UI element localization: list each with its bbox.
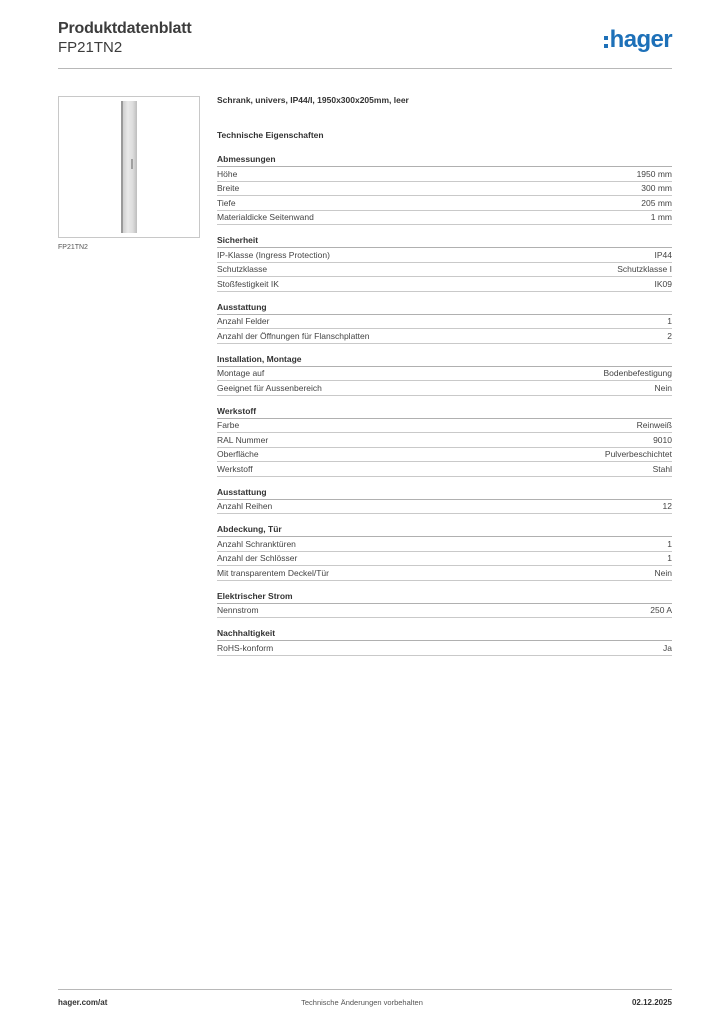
spec-row [217, 263, 672, 278]
spec-group-title: Ausstattung [217, 301, 672, 315]
spec-group [217, 405, 672, 477]
spec-row [217, 641, 672, 656]
spec-row [217, 196, 672, 211]
spec-row [217, 182, 672, 197]
spec-group-title: Elektrischer Strom [217, 590, 672, 604]
spec-label: Anzahl Schranktüren [217, 538, 296, 549]
spec-label: Stoßfestigkeit IK [217, 278, 279, 289]
spec-value: 1 [667, 316, 672, 327]
logo-text: hager [609, 26, 672, 53]
spec-row [217, 566, 672, 581]
spec-row [217, 604, 672, 619]
spec-label: Anzahl Reihen [217, 501, 273, 512]
spec-group-title: Sicherheit [217, 234, 672, 248]
page-title: Produktdatenblatt [58, 20, 192, 37]
spec-value: Schutzklasse I [617, 264, 672, 275]
spec-row [217, 315, 672, 330]
spec-row [217, 211, 672, 226]
spec-row [217, 537, 672, 552]
spec-group [217, 353, 672, 396]
spec-label: Materialdicke Seitenwand [217, 212, 314, 223]
spec-group-title: Ausstattung [217, 486, 672, 500]
spec-value: 1 [667, 553, 672, 564]
spec-value: 1 mm [650, 212, 672, 223]
product-code: FP21TN2 [58, 39, 123, 56]
product-description: Schrank, univers, IP44/I, 1950x300x205mm, leer [217, 95, 409, 105]
hager-logo [604, 28, 672, 52]
spec-value: Nein [654, 382, 672, 393]
spec-group [217, 590, 672, 619]
spec-group [217, 301, 672, 344]
spec-value: Reinweiß [636, 420, 672, 431]
spec-value: 205 mm [641, 197, 672, 208]
spec-group-title: Werkstoff [217, 405, 672, 419]
spec-value: 1950 mm [636, 168, 672, 179]
spec-value: Ja [663, 642, 672, 653]
spec-label: Werkstoff [217, 463, 253, 474]
spec-value: 1 [667, 538, 672, 549]
spec-row [217, 448, 672, 463]
spec-label: Oberfläche [217, 449, 259, 460]
spec-label: Mit transparentem Deckel/Tür [217, 567, 329, 578]
spec-value: IK09 [654, 278, 672, 289]
spec-group-title: Installation, Montage [217, 353, 672, 367]
spec-label: Breite [217, 183, 240, 194]
spec-label: Nennstrom [217, 605, 259, 616]
spec-row [217, 367, 672, 382]
spec-label: Schutzklasse [217, 264, 268, 275]
spec-label: Geeignet für Aussenbereich [217, 382, 322, 393]
spec-label: Anzahl Felder [217, 316, 270, 327]
image-caption: FP21TN2 [58, 244, 88, 251]
cabinet-image [121, 101, 137, 233]
footer-website[interactable]: hager.com/at [58, 998, 108, 1007]
spec-label: Anzahl der Schlösser [217, 553, 298, 564]
spec-row [217, 329, 672, 344]
spec-value: Nein [654, 567, 672, 578]
spec-group [217, 153, 672, 225]
footer-divider [58, 989, 672, 990]
spec-group-title: Abmessungen [217, 153, 672, 167]
spec-row [217, 462, 672, 477]
spec-value: 250 A [650, 605, 672, 616]
spec-value: Stahl [652, 463, 672, 474]
spec-label: Höhe [217, 168, 238, 179]
spec-group-title: Abdeckung, Tür [217, 523, 672, 537]
spec-row [217, 248, 672, 263]
footer-notice: Technische Änderungen vorbehalten [301, 998, 423, 1007]
spec-row [217, 500, 672, 515]
spec-group [217, 486, 672, 515]
spec-group-title: Nachhaltigkeit [217, 627, 672, 641]
spec-row [217, 277, 672, 292]
product-image [58, 96, 200, 238]
header-divider [58, 68, 672, 69]
spec-group [217, 627, 672, 656]
spec-value: Pulverbeschichtet [604, 449, 672, 460]
spec-value: 300 mm [641, 183, 672, 194]
spec-label: IP-Klasse (Ingress Protection) [217, 249, 330, 260]
spec-group [217, 523, 672, 581]
spec-groups [217, 153, 672, 656]
spec-value: IP44 [654, 249, 672, 260]
footer-date: 02.12.2025 [631, 998, 672, 1007]
spec-row [217, 552, 672, 567]
spec-row [217, 419, 672, 434]
spec-group [217, 234, 672, 292]
technical-specs [217, 95, 672, 656]
spec-row [217, 433, 672, 448]
logo-dots-icon [604, 36, 608, 48]
spec-label: RAL Nummer [217, 434, 269, 445]
spec-value: 2 [667, 330, 672, 341]
spec-label: Montage auf [217, 368, 265, 379]
spec-row [217, 167, 672, 182]
spec-label: Anzahl der Öffnungen für Flanschplatten [217, 330, 370, 341]
spec-label: Tiefe [217, 197, 236, 208]
spec-label: RoHS-konform [217, 642, 274, 653]
spec-value: 9010 [653, 434, 672, 445]
spec-value: Bodenbefestigung [603, 368, 672, 379]
spec-value: 12 [662, 501, 672, 512]
cabinet-handle [131, 159, 133, 169]
spec-label: Farbe [217, 420, 240, 431]
section-heading: Technische Eigenschaften [217, 130, 324, 140]
spec-row [217, 381, 672, 396]
